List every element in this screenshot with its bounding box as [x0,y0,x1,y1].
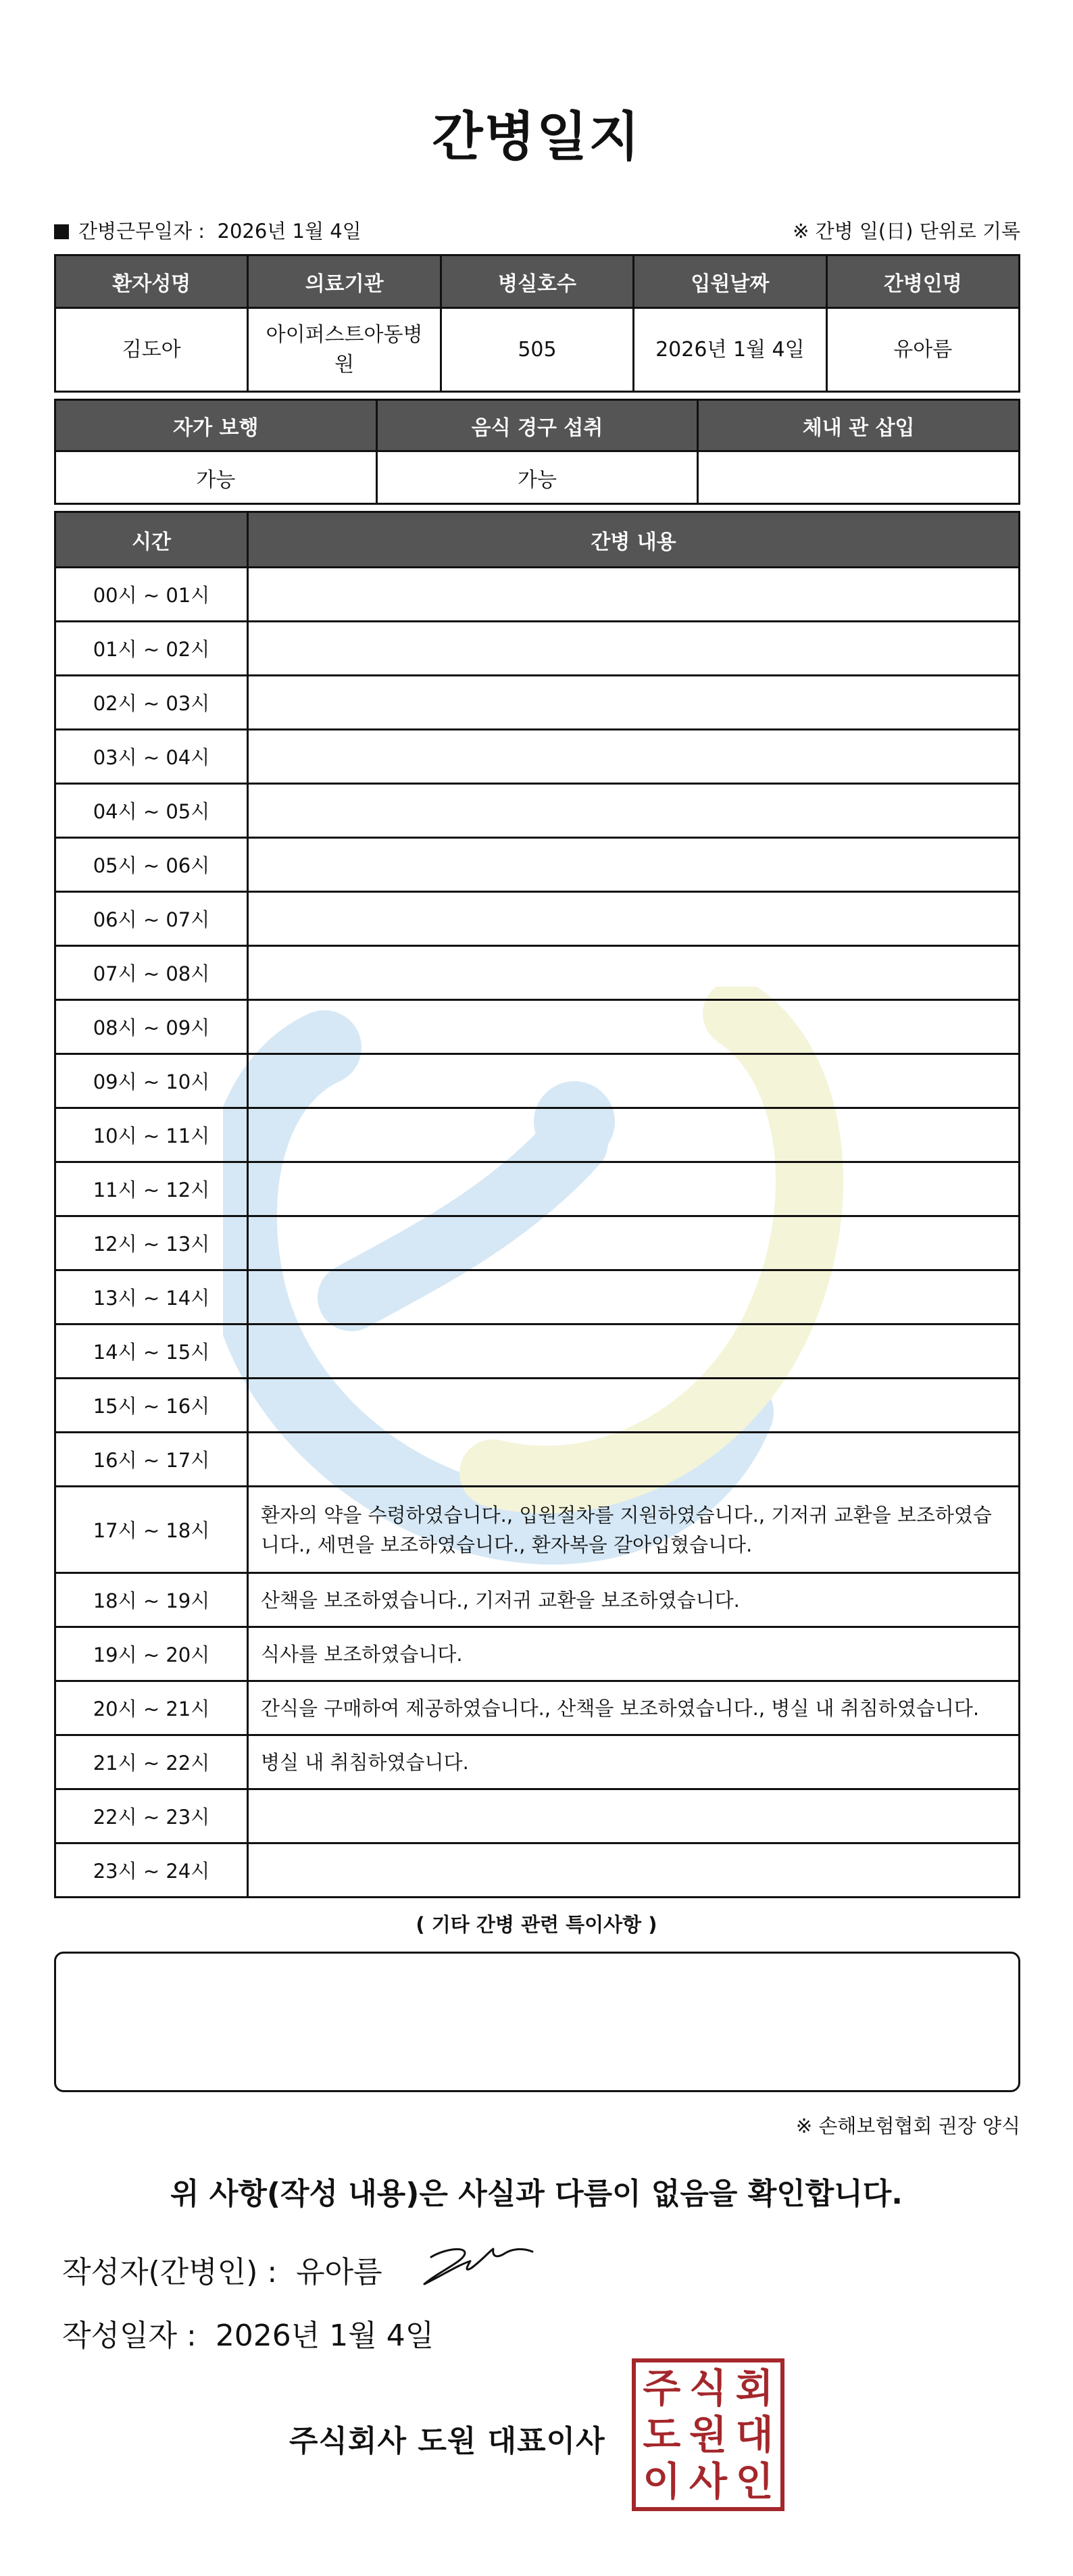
content-cell [248,1000,1020,1054]
content-cell: 환자의 약을 수령하였습니다., 입원절차를 지원하였습니다., 기저귀 교환을 보조하였습니다., 세면을 보조하였습니다., 환자복을 갈아입혔습니다. [248,1487,1020,1573]
content-cell: 식사를 보조하였습니다. [248,1627,1020,1681]
time-cell: 17시 ~ 18시 [55,1487,248,1573]
header-room-number: 병실호수 [441,255,633,308]
oral-intake-cell: 가능 [376,451,698,504]
writer-name: 유아름 [296,2255,382,2289]
time-cell: 01시 ~ 02시 [55,622,248,676]
content-cell [248,892,1020,946]
time-cell: 07시 ~ 08시 [55,946,248,1000]
self-walking-cell: 가능 [55,451,377,504]
table-row [55,1573,1020,1627]
writer-label: 작성자(간병인) : [62,2255,278,2289]
time-cell: 09시 ~ 10시 [55,1054,248,1108]
table-row [55,1433,1020,1487]
time-cell: 14시 ~ 15시 [55,1324,248,1379]
writer-line [62,2248,382,2291]
tube-insertion-cell [698,451,1020,504]
written-date-label: 작성일자 : [62,2319,197,2353]
content-cell [248,1054,1020,1108]
time-cell: 00시 ~ 01시 [55,568,248,622]
patient-name-cell: 김도아 [55,308,248,392]
company-seal-stamp [632,2358,784,2511]
time-cell: 04시 ~ 05시 [55,784,248,838]
table-row [55,1843,1020,1898]
table-row [55,1054,1020,1108]
table-row [55,1216,1020,1270]
content-cell: 산책을 보조하였습니다., 기저귀 교환을 보조하였습니다. [248,1573,1020,1627]
room-number-cell: 505 [441,308,633,392]
table-row [55,892,1020,946]
header-caregiver-name: 간병인명 [826,255,1019,308]
time-cell: 13시 ~ 14시 [55,1270,248,1324]
table-row [55,1270,1020,1324]
table-row [55,1000,1020,1054]
record-unit-note: ※ 간병 일(日) 단위로 기록 [793,220,1020,243]
admission-date-cell: 2026년 1월 4일 [634,308,826,392]
company-representative: 주식회사 도원 대표이사 [289,2424,605,2458]
stamp-char: 대 [735,2411,774,2458]
table-row [55,838,1020,892]
content-cell [248,1843,1020,1898]
time-cell: 16시 ~ 17시 [55,1433,248,1487]
content-cell [248,568,1020,622]
table-row [55,568,1020,622]
remarks-title: ( 기타 간병 관련 특이사항 ) [416,1913,657,1936]
content-cell [248,1789,1020,1843]
time-cell: 06시 ~ 07시 [55,892,248,946]
caregiver-name-cell: 유아름 [826,308,1019,392]
content-cell [248,784,1020,838]
content-cell [248,1270,1020,1324]
table-row [55,622,1020,676]
content-cell: 간식을 구매하여 제공하였습니다., 산책을 보조하였습니다., 병실 내 취침하였습니다. [248,1681,1020,1735]
stamp-char: 도 [643,2411,681,2458]
table-row [55,1681,1020,1735]
confirmation-statement: 위 사항(작성 내용)은 사실과 다름이 없음을 확인합니다. [170,2177,903,2211]
square-bullet-icon [54,224,69,239]
content-cell: 병실 내 취침하였습니다. [248,1735,1020,1789]
content-cell [248,1162,1020,1216]
content-cell [248,1324,1020,1379]
remarks-box [54,1952,1020,2092]
time-cell: 18시 ~ 19시 [55,1573,248,1627]
table-row [55,676,1020,730]
work-date-line [54,216,361,244]
header-self-walking: 자가 보행 [55,400,377,451]
header-admission-date: 입원날짜 [634,255,826,308]
header-patient-name: 환자성명 [55,255,248,308]
stamp-char: 식 [689,2365,727,2412]
table-row [55,1789,1020,1843]
stamp-char: 인 [735,2458,774,2504]
signature-image [418,2237,539,2291]
time-cell: 08시 ~ 09시 [55,1000,248,1054]
stamp-char: 회 [735,2365,774,2412]
stamp-char: 이 [643,2458,681,2504]
written-date-value: 2026년 1월 4일 [215,2319,434,2353]
time-cell: 20시 ~ 21시 [55,1681,248,1735]
time-cell: 11시 ~ 12시 [55,1162,248,1216]
time-cell: 19시 ~ 20시 [55,1627,248,1681]
table-row [55,1324,1020,1379]
ability-table [54,399,1020,505]
time-cell: 05시 ~ 06시 [55,838,248,892]
content-cell [248,838,1020,892]
content-cell [248,1216,1020,1270]
page-title: 간병일지 [432,107,641,168]
table-row [55,784,1020,838]
time-cell: 22시 ~ 23시 [55,1789,248,1843]
table-row [55,1162,1020,1216]
time-cell: 02시 ~ 03시 [55,676,248,730]
header-care-content: 간병 내용 [248,512,1020,568]
time-cell: 03시 ~ 04시 [55,730,248,784]
time-cell: 21시 ~ 22시 [55,1735,248,1789]
content-cell [248,1379,1020,1433]
table-row [55,730,1020,784]
table-row [55,1735,1020,1789]
table-row [55,1487,1020,1573]
hospital-cell: 아이퍼스트아동병원 [248,308,441,392]
work-date-value: 2026년 1월 4일 [217,220,361,243]
time-cell: 15시 ~ 16시 [55,1379,248,1433]
content-cell [248,946,1020,1000]
content-cell [248,1433,1020,1487]
patient-info-table [54,254,1020,393]
content-cell [248,1108,1020,1162]
table-row [55,1108,1020,1162]
header-hospital: 의료기관 [248,255,441,308]
header-oral-intake: 음식 경구 섭취 [376,400,698,451]
written-date-line [62,2311,434,2354]
table-row [55,946,1020,1000]
table-row [55,1627,1020,1681]
content-cell [248,676,1020,730]
content-cell [248,622,1020,676]
header-tube-insertion: 체내 관 삽입 [698,400,1020,451]
stamp-char: 주 [643,2365,681,2412]
header-time: 시간 [55,512,248,568]
time-cell: 10시 ~ 11시 [55,1108,248,1162]
table-row [55,1379,1020,1433]
content-cell [248,730,1020,784]
stamp-char: 원 [689,2411,727,2458]
recommend-note: ※ 손해보험협회 권장 양식 [795,2114,1020,2137]
time-cell: 23시 ~ 24시 [55,1843,248,1898]
care-log-table [54,511,1020,1898]
time-cell: 12시 ~ 13시 [55,1216,248,1270]
work-date-label: 간병근무일자 : [78,220,205,243]
stamp-char: 사 [689,2458,727,2504]
